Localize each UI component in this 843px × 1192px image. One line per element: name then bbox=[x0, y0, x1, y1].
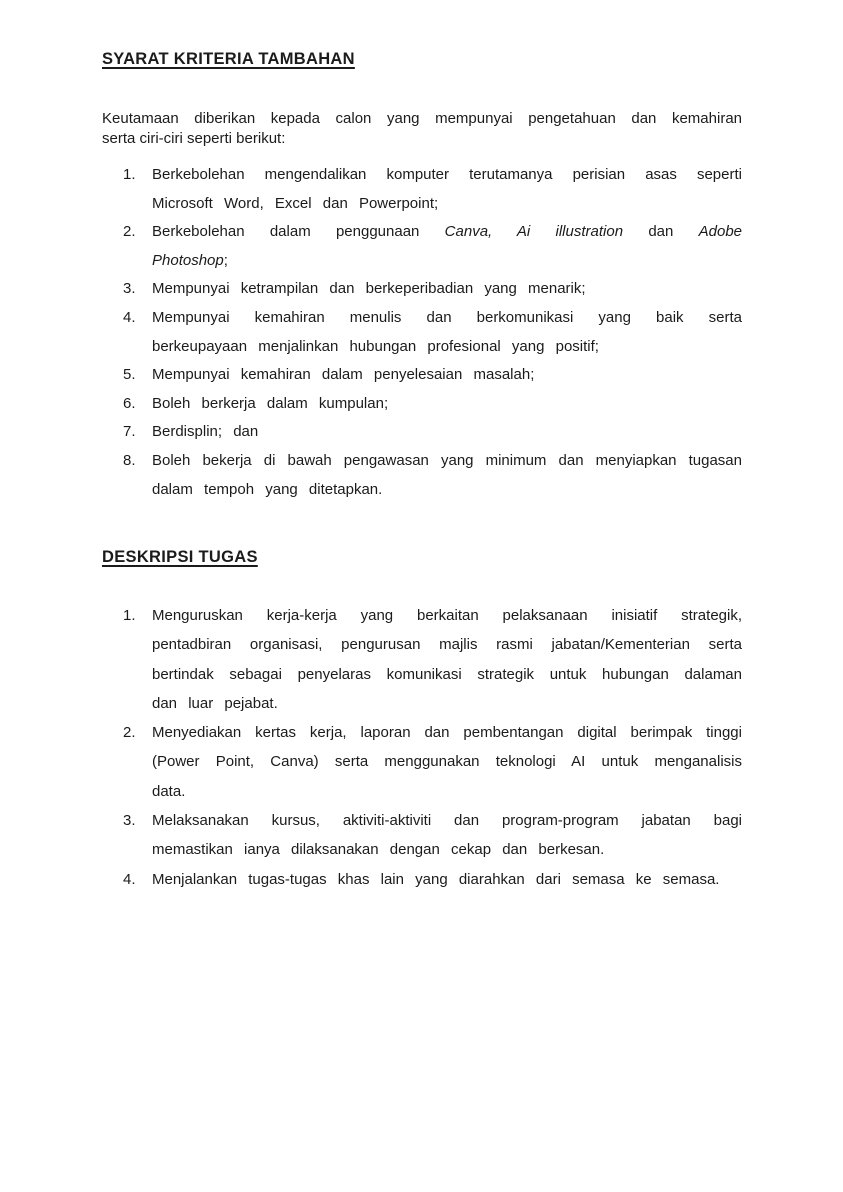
item-number: 8. bbox=[123, 451, 136, 469]
text-segment: Microsoft Word, Excel dan Powerpoint; bbox=[152, 194, 439, 212]
list-item bbox=[102, 390, 742, 419]
list-item bbox=[102, 218, 742, 275]
list-item bbox=[102, 161, 742, 218]
text-line bbox=[152, 390, 742, 419]
item-number: 1. bbox=[123, 166, 136, 183]
text-line bbox=[102, 109, 742, 129]
item-number: 6. bbox=[123, 394, 136, 412]
text-segment: Menjalankan tugas-tugas khas lain yang diarahkan dari semasa ke semasa. bbox=[152, 870, 720, 888]
text-line bbox=[152, 247, 742, 276]
item-text bbox=[152, 418, 742, 447]
text-line bbox=[152, 476, 742, 505]
text-segment: Keutamaan diberikan kepada calon yang mempunyai pengetahuan dan kemahiran bbox=[102, 110, 742, 127]
item-text bbox=[152, 275, 742, 304]
item-text bbox=[152, 718, 742, 806]
italic-text: Adobe bbox=[698, 223, 743, 241]
text-segment: Boleh bekerja di bawah pengawasan yang minimum dan menyiapkan tugasan bbox=[152, 451, 742, 469]
list-item bbox=[102, 447, 742, 504]
text-segment: ; bbox=[223, 251, 228, 269]
item-number: 3. bbox=[123, 812, 136, 830]
list-item bbox=[102, 304, 742, 361]
list-item bbox=[102, 718, 742, 806]
item-text bbox=[152, 865, 742, 894]
item-text bbox=[152, 304, 742, 361]
text-line bbox=[152, 718, 742, 747]
text-segment: serta ciri-ciri seperti berikut: bbox=[102, 130, 286, 147]
text-line bbox=[152, 865, 742, 894]
text-segment: Menyediakan kertas kerja, laporan dan pembentangan digital berimpak tinggi bbox=[152, 724, 742, 742]
item-number: 2. bbox=[123, 724, 136, 742]
text-line bbox=[152, 689, 742, 718]
text-segment: Mempunyai kemahiran dalam penyelesaian masalah; bbox=[152, 366, 535, 384]
text-segment: bertindak sebagai penyelaras komunikasi strategik untuk hubungan dalaman bbox=[152, 665, 742, 683]
text-line bbox=[152, 161, 742, 190]
criteria-list bbox=[102, 161, 742, 504]
italic-text: Canva, Ai illustration bbox=[444, 223, 624, 241]
item-text bbox=[152, 218, 742, 275]
text-line bbox=[152, 835, 742, 864]
text-segment: Berdisplin; dan bbox=[152, 423, 259, 441]
text-segment: Boleh berkerja dalam kumpulan; bbox=[152, 394, 389, 412]
text-line bbox=[152, 275, 742, 304]
text-line bbox=[152, 777, 742, 806]
text-segment: data. bbox=[152, 782, 186, 800]
text-line bbox=[152, 630, 742, 659]
text-segment: Mempunyai ketrampilan dan berkeperibadian yang menarik; bbox=[152, 280, 586, 298]
item-text bbox=[152, 390, 742, 419]
item-number: 1. bbox=[123, 607, 136, 624]
intro-paragraph bbox=[102, 109, 742, 149]
item-number: 3. bbox=[123, 280, 136, 298]
text-segment: dalam tempoh yang ditetapkan. bbox=[152, 480, 383, 498]
item-text bbox=[152, 361, 742, 390]
text-segment: Berkebolehan mengendalikan komputer terutamanya perisian asas seperti bbox=[152, 166, 742, 183]
text-segment: memastikan ianya dilaksanakan dengan cekap dan berkesan. bbox=[152, 841, 605, 859]
list-item bbox=[102, 275, 742, 304]
text-segment: Menguruskan kerja-kerja yang berkaitan pelaksanaan inisiatif strategik, bbox=[152, 607, 742, 624]
text-segment: Berkebolehan dalam penggunaan bbox=[152, 223, 445, 241]
item-number: 4. bbox=[123, 870, 136, 888]
tasks-list bbox=[102, 601, 742, 894]
item-number: 7. bbox=[123, 423, 136, 441]
italic-text: Photoshop bbox=[152, 251, 224, 269]
text-segment: Mempunyai kemahiran menulis dan berkomunikasi yang baik serta bbox=[152, 308, 742, 326]
text-line bbox=[152, 333, 742, 362]
text-line bbox=[102, 129, 742, 149]
list-item bbox=[102, 418, 742, 447]
text-line bbox=[152, 806, 742, 835]
text-segment: pentadbiran organisasi, pengurusan majlis rasmi jabatan/Kementerian serta bbox=[152, 636, 742, 654]
list-item bbox=[102, 806, 742, 865]
text-segment: dan luar pejabat. bbox=[152, 694, 278, 712]
text-line bbox=[152, 601, 742, 630]
item-number: 4. bbox=[123, 308, 136, 326]
text-segment: (Power Point, Canva) serta menggunakan teknologi AI untuk menganalisis bbox=[152, 753, 742, 771]
item-text bbox=[152, 601, 742, 718]
text-segment: dan bbox=[623, 223, 699, 241]
text-line bbox=[152, 660, 742, 689]
item-text bbox=[152, 161, 742, 218]
item-text bbox=[152, 447, 742, 504]
text-segment: Melaksanakan kursus, aktiviti-aktiviti dan program-program jabatan bagi bbox=[152, 812, 742, 830]
list-item bbox=[102, 601, 742, 718]
item-number: 2. bbox=[123, 223, 136, 241]
text-line bbox=[152, 218, 742, 247]
list-item bbox=[102, 361, 742, 390]
section-heading-syarat: SYARAT KRITERIA TAMBAHAN bbox=[102, 50, 355, 68]
text-line bbox=[152, 361, 742, 390]
text-line bbox=[152, 304, 742, 333]
text-line bbox=[152, 418, 742, 447]
text-segment: berkeupayaan menjalinkan hubungan profesional yang positif; bbox=[152, 337, 599, 355]
item-text bbox=[152, 806, 742, 865]
item-number: 5. bbox=[123, 366, 136, 384]
text-line bbox=[152, 447, 742, 476]
text-line bbox=[152, 747, 742, 776]
section-heading-deskripsi: DESKRIPSI TUGAS bbox=[102, 548, 258, 566]
list-item bbox=[102, 865, 742, 894]
text-line bbox=[152, 190, 742, 219]
